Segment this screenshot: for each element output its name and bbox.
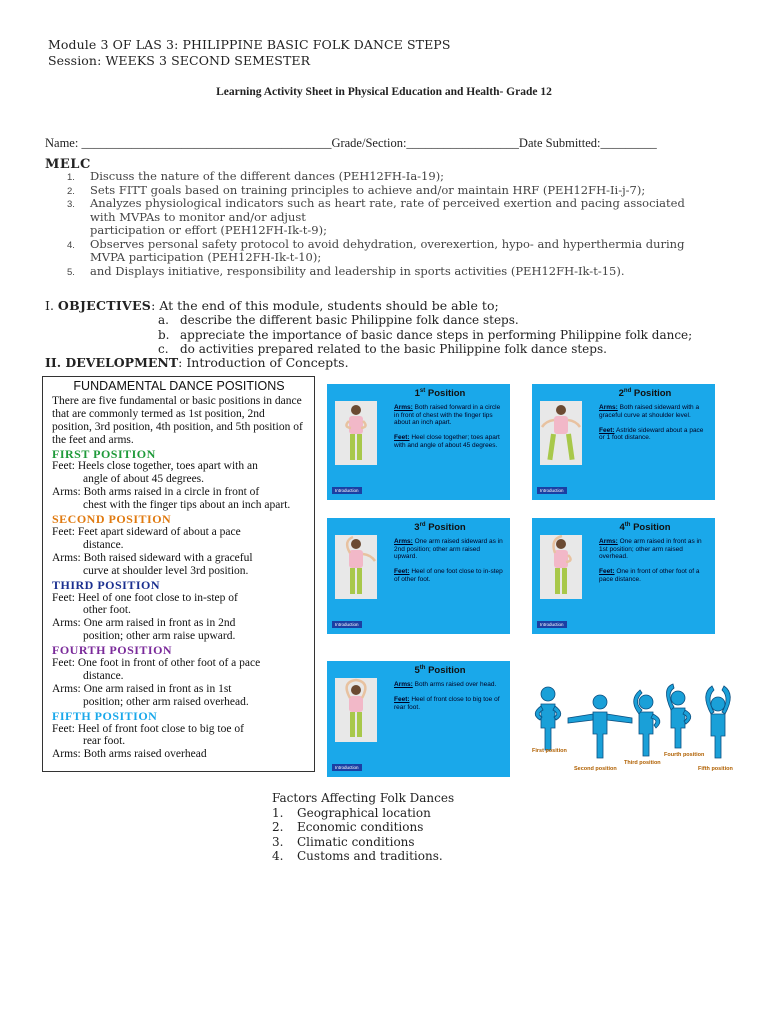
arms-description: position; other arm raise upward. [83, 630, 236, 643]
slide-title: 2nd Position [618, 388, 672, 400]
slide-title: 3rd Position [414, 522, 466, 534]
arms-description: position; other arm raised overhead. [83, 695, 249, 708]
dancer-photo [335, 535, 377, 599]
melc-list [45, 170, 715, 278]
feet-description: Feet: Heel of one foot close to in-step of [52, 591, 238, 604]
slide-text: Arms: Both raised forward in a circle in front of chest with the finger tips about an inch apart. Feet: Heel close together; toes apart with and angle of about 45 degrees. [394, 404, 501, 449]
box-heading: FUNDAMENTAL DANCE POSITIONS [73, 379, 285, 393]
feet-description: distance. [83, 669, 124, 682]
dancer-photo [540, 401, 582, 465]
position-heading: FIRST POSITION [52, 446, 156, 461]
feet-description: Feet: Heel of front foot close to big toe of [52, 722, 244, 735]
document-title: Learning Activity Sheet in Physical Education and Health- Grade 12 [216, 86, 552, 98]
slide-text: Arms: Both raised sideward with a graceful curve at shoulder level. Feet: Astride sideward about a pace or 1 foot distance. [599, 404, 704, 442]
objective-item: b. appreciate the importance of basic dance steps in performing Philippine folk dance; [158, 327, 693, 342]
melc-item: 3. Analyzes physiological indicators such as heart rate, rate of perceived exertion and pacing associated with MVPAs to monitor and/or adjust participation or effort (PEH12FH-Ik-t-9); [67, 196, 685, 237]
arms-description: Arms: One arm raised in front as in 2nd [52, 617, 236, 630]
slide-title: 5th Position [414, 665, 466, 677]
slide-position-1 [327, 384, 510, 500]
figure-label: Fourth position [664, 752, 705, 758]
feet-description: Feet: Heels close together, toes apart with an [52, 460, 258, 473]
feet-description: other foot. [83, 604, 131, 617]
introduction-button[interactable]: Introduction [332, 487, 362, 494]
objective-item: c. do activities prepared related to the basic Philippine folk dance steps. [158, 342, 607, 356]
introduction-button[interactable]: Introduction [332, 621, 362, 628]
slide-title: 1st Position [414, 388, 466, 400]
dancer-photo [540, 535, 582, 599]
feet-description: Feet: One foot in front of other foot of a pace [52, 657, 261, 670]
arms-description: Arms: Both raised sideward with a graceful [52, 551, 253, 564]
slide-position-4 [532, 518, 715, 634]
introduction-button[interactable]: Introduction [537, 621, 567, 628]
position-heading: SECOND POSITION [52, 512, 172, 527]
position-heading: THIRD POSITION [52, 577, 161, 592]
position-heading: FOURTH POSITION [52, 643, 173, 658]
arms-description: Arms: Both arms raised overhead [52, 748, 207, 761]
arms-description: Arms: One arm raised in front as in 1st [52, 682, 232, 695]
slide-text: Arms: One arm raised in front as in 1st position; other arm raised overhead. Feet: One in front of other foot of a pace distance. [599, 538, 702, 583]
arms-description: Arms: Both arms raised in a circle in front of [52, 486, 260, 499]
figure-label: Second position [574, 766, 617, 772]
student-info-row[interactable]: Name: ________________________________________Grade/Section:__________________Date Submitted:_________ [45, 136, 657, 150]
introduction-button[interactable]: Introduction [537, 487, 567, 494]
introduction-button[interactable]: Introduction [332, 764, 362, 771]
objective-item: a. describe the different basic Philippine folk dance steps. [158, 313, 519, 327]
dancer-photo [335, 678, 377, 742]
fundamental-positions-box [42, 376, 315, 772]
feet-description: Feet: Feet apart sideward of about a pace [52, 525, 241, 538]
dancer-photo [335, 401, 377, 465]
figure-label: Third position [624, 760, 661, 766]
figure-label: Fifth position [698, 766, 733, 772]
objectives-list [158, 313, 758, 357]
slide-title: 4th Position [619, 522, 671, 534]
factors-section [272, 791, 454, 864]
arms-description: chest with the finger tips about an inch apart. [83, 499, 291, 512]
feet-description: rear foot. [83, 735, 126, 748]
factor-item: 4. Customs and traditions. [272, 849, 443, 863]
factor-item: 2. Economic conditions [272, 820, 424, 834]
melc-item: 4. Observes personal safety protocol to avoid dehydration, overexertion, hypo- and hyperthermia during MVPA participation (PEH12FH-Ik-t-10); [67, 236, 685, 264]
slide-text: Arms: One arm raised sideward as in 2nd position; other arm raised upward. Feet: Heel of one foot close to in-step of other foot. [394, 538, 503, 583]
development-heading: II. DEVELOPMENT: Introduction of Concepts. [45, 355, 349, 370]
factor-item: 1. Geographical location [272, 805, 431, 820]
box-intro: There are five fundamental or basic positions in dance that are commonly termed as 1st position, 2nd position, 3rd position, 4th position, and 5th position of the feet and arms. [52, 394, 303, 446]
objectives-intro: I. OBJECTIVES: At the end of this module, students should be able to; [45, 298, 499, 313]
factors-heading: Factors Affecting Folk Dances [272, 791, 455, 805]
slide-text: Arms: Both arms raised over head. Feet: Heel of front close to big toe of rear foot. [394, 681, 500, 711]
slide-position-3 [327, 518, 510, 634]
objectives-label: OBJECTIVES [57, 298, 152, 313]
position-heading: FIFTH POSITION [52, 708, 158, 723]
feet-description: angle of about 45 degrees. [83, 473, 205, 486]
module-title: Module 3 OF LAS 3: PHILIPPINE BASIC FOLK DANCE STEPS [48, 37, 451, 52]
melc-item: 5. and Displays initiative, responsibility and leadership in sports activities (PEH12FH-Ik-t-15). [67, 263, 625, 278]
slide-position-5 [327, 661, 510, 777]
feet-description: distance. [83, 538, 124, 551]
melc-item: 2. Sets FITT goals based on training principles to achieve and/or maintain HRF (PEH12FH-Ii-j-7); [67, 182, 646, 197]
melc-item: 1. Discuss the nature of the different dances (PEH12FH-Ia-19); [67, 169, 445, 183]
melc-heading: MELC [45, 157, 91, 172]
arms-description: curve at shoulder level 3rd position. [83, 564, 249, 577]
session-line: Session: WEEKS 3 SECOND SEMESTER [48, 53, 311, 68]
slide-position-2 [532, 384, 715, 500]
factor-item: 3. Climatic conditions [272, 834, 415, 849]
positions-figures-illustration [528, 680, 740, 776]
figure-label: First position [532, 748, 567, 754]
